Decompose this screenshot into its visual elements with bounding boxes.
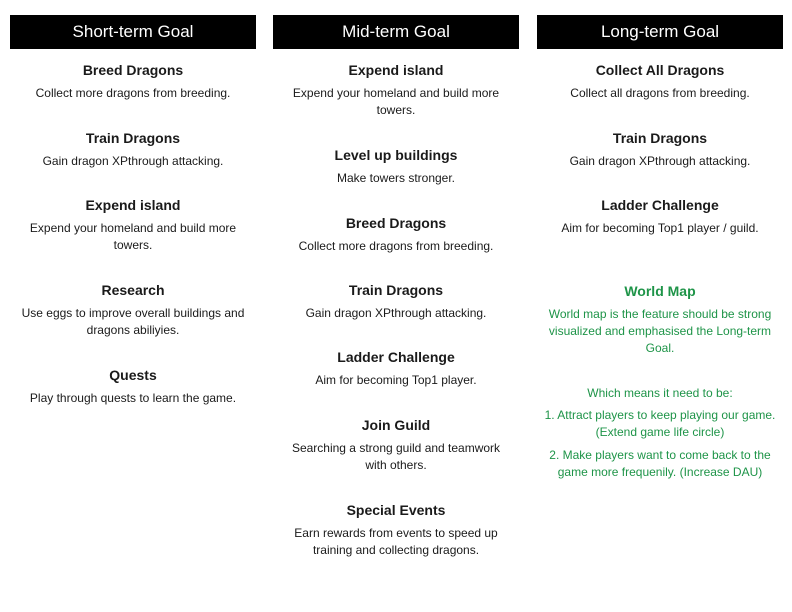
goal-description: Gain dragon XPthrough attacking. (569, 154, 751, 168)
goal-title: Level up buildings (334, 147, 458, 163)
goal-description: Earn rewards from events to speed up training and collecting dragons. (294, 526, 498, 557)
goal-title: Train Dragons (348, 282, 444, 298)
goal-title: Research (101, 282, 165, 298)
long-term-column (537, 15, 783, 609)
mid-term-goals (273, 49, 519, 609)
world-map-intro: Which means it need to be: (587, 386, 733, 400)
goal-description: Gain dragon XPthrough attacking. (305, 306, 487, 320)
goal-description: Play through quests to learn the game. (29, 391, 237, 405)
long-term-goals (537, 49, 783, 609)
goal-description: Gain dragon XPthrough attacking. (42, 154, 224, 168)
goal-title: Collect All Dragons (595, 62, 725, 78)
short-term-goals (10, 49, 256, 609)
goal-description: Aim for becoming Top1 player. (315, 373, 477, 387)
goal-title: Train Dragons (612, 130, 708, 146)
goal-item (273, 281, 519, 322)
goal-description: Searching a strong guild and teamwork with others. (291, 441, 501, 472)
goal-description: Use eggs to improve overall buildings and dragons abiliyies. (21, 306, 245, 337)
goal-description: Collect more dragons from breeding. (35, 86, 231, 100)
mid-term-header: Mid-term Goal (273, 15, 519, 49)
goal-item (537, 196, 783, 237)
long-term-header: Long-term Goal (537, 15, 783, 49)
goal-description: Aim for becoming Top1 player / guild. (561, 221, 759, 235)
goal-description: Collect all dragons from breeding. (570, 86, 750, 100)
goal-title: Breed Dragons (82, 62, 184, 78)
goal-title: Expend island (348, 62, 444, 78)
goal-title: Quests (109, 367, 157, 383)
goal-item (537, 61, 783, 102)
goal-title: Join Guild (361, 417, 431, 433)
goal-title: Expend island (85, 197, 181, 213)
goal-item (10, 281, 256, 339)
goal-item (10, 129, 256, 170)
goal-description: Expend your homeland and build more towers. (292, 86, 500, 117)
goal-item (273, 146, 519, 187)
mid-term-column (273, 15, 519, 609)
short-term-header: Short-term Goal (10, 15, 256, 49)
goal-item (273, 61, 519, 119)
goal-title: Special Events (346, 502, 446, 518)
goal-item (537, 129, 783, 170)
world-map-section (537, 282, 783, 357)
goal-item (10, 61, 256, 102)
goal-item (273, 348, 519, 389)
world-map-description: World map is the feature should be strong visualized and emphasised the Long-term Goal. (548, 307, 772, 355)
goal-description: Make towers stronger. (336, 171, 456, 185)
world-map-point-1: 1. Attract players to keep playing our game. (Extend game life circle) (544, 408, 776, 439)
short-term-column (10, 15, 256, 609)
goal-description: Collect more dragons from breeding. (298, 239, 494, 253)
goal-description: Expend your homeland and build more towers. (29, 221, 237, 252)
goal-item (10, 196, 256, 254)
world-map-point-2: 2. Make players want to come back to the game more frequenily. (Increase DAU) (549, 448, 771, 479)
world-map-title: World Map (624, 283, 696, 299)
goal-title: Ladder Challenge (337, 349, 455, 365)
goal-item (273, 416, 519, 474)
goal-title: Ladder Challenge (601, 197, 719, 213)
goal-item (273, 501, 519, 559)
goal-title: Train Dragons (85, 130, 181, 146)
goal-title: Breed Dragons (345, 215, 447, 231)
goal-item (10, 366, 256, 407)
goal-item (273, 214, 519, 255)
